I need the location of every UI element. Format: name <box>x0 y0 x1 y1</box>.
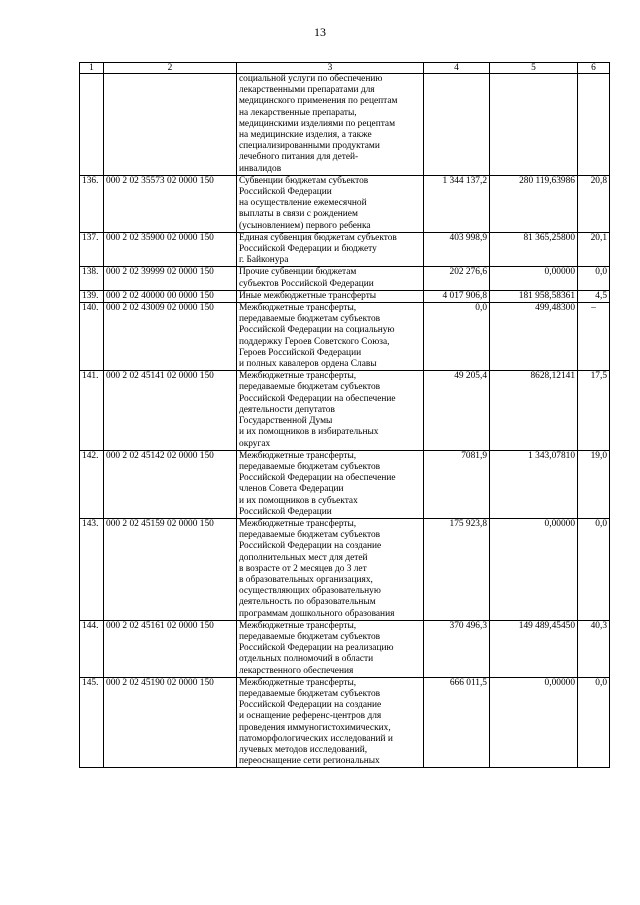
budget-code: 000 2 02 35573 02 0000 150 <box>104 175 237 232</box>
execution-percent <box>578 74 610 176</box>
revenue-name-line: проведения иммуногистохимических, <box>239 722 391 733</box>
revenue-name <box>237 290 424 302</box>
execution-percent: 0,0 <box>578 677 610 768</box>
budget-code: 000 2 02 45190 02 0000 150 <box>104 677 237 768</box>
revenue-name-line: медицинского применения по рецептам <box>239 96 398 107</box>
revenue-name <box>237 232 424 267</box>
execution-percent: 0,0 <box>578 518 610 620</box>
approved-amount: 370 496,3 <box>424 620 490 677</box>
approved-amount: 202 276,6 <box>424 267 490 290</box>
revenue-name-line: инвалидов <box>239 163 282 174</box>
column-header: 1 <box>80 63 104 74</box>
revenue-name <box>237 74 424 176</box>
revenue-name-line: деятельность по образовательным <box>239 597 376 608</box>
revenue-name-line: и оснащение референс-центров для <box>239 711 382 722</box>
table-row <box>80 620 610 677</box>
row-number: 143. <box>80 518 104 620</box>
revenue-name-line: лучевых методов исследований, <box>239 744 368 755</box>
approved-amount: 49 205,4 <box>424 371 490 450</box>
table-row <box>80 290 610 302</box>
budget-code: 000 2 02 45142 02 0000 150 <box>104 450 237 518</box>
revenue-name-line: г. Байконура <box>239 255 289 266</box>
execution-percent: 40,3 <box>578 620 610 677</box>
revenue-name-line: Иные межбюджетные трансферты <box>239 290 377 301</box>
row-number <box>80 74 104 176</box>
executed-amount: 0,00000 <box>490 677 578 768</box>
revenue-name-line: Российской Федерации <box>239 187 332 198</box>
revenue-name <box>237 371 424 450</box>
approved-amount <box>424 74 490 176</box>
revenue-name-line: Российской Федерации <box>239 506 332 517</box>
execution-percent: – <box>578 303 610 371</box>
revenue-name-line: Межбюджетные трансферты, <box>239 371 357 382</box>
execution-percent: 4,5 <box>578 290 610 302</box>
revenue-name-line: передаваемые бюджетам субъектов <box>239 631 381 642</box>
row-number: 144. <box>80 620 104 677</box>
budget-code: 000 2 02 45141 02 0000 150 <box>104 371 237 450</box>
revenue-name-line: специализированными продуктами <box>239 141 380 152</box>
executed-amount: 499,48300 <box>490 303 578 371</box>
table-row <box>80 371 610 450</box>
table-row <box>80 74 610 176</box>
revenue-name-line: выплаты в связи с рождением <box>239 209 358 220</box>
revenue-name-line: передаваемые бюджетам субъектов <box>239 530 381 541</box>
revenue-name <box>237 450 424 518</box>
executed-amount: 1 343,07810 <box>490 450 578 518</box>
table-row <box>80 518 610 620</box>
execution-percent: 0,0 <box>578 267 610 290</box>
budget-code: 000 2 02 39999 02 0000 150 <box>104 267 237 290</box>
table-row <box>80 267 610 290</box>
revenue-name-line: социальной услуги по обеспечению <box>239 74 383 84</box>
revenue-name-line: Межбюджетные трансферты, <box>239 518 357 529</box>
revenue-name <box>237 620 424 677</box>
row-number: 139. <box>80 290 104 302</box>
revenue-name-line: Российской Федерации и бюджету <box>239 244 377 255</box>
revenue-name-line: передаваемые бюджетам субъектов <box>239 382 381 393</box>
budget-code: 000 2 02 35900 02 0000 150 <box>104 232 237 267</box>
revenue-name <box>237 518 424 620</box>
execution-percent: 20,1 <box>578 232 610 267</box>
column-header: 6 <box>578 63 610 74</box>
revenue-name-line: Российской Федерации на реализацию <box>239 643 394 654</box>
budget-code: 000 2 02 45161 02 0000 150 <box>104 620 237 677</box>
executed-amount: 149 489,45450 <box>490 620 578 677</box>
revenue-name <box>237 303 424 371</box>
column-header: 3 <box>237 63 424 74</box>
table-body <box>80 74 610 768</box>
execution-percent: 17,5 <box>578 371 610 450</box>
revenue-name-line: Единая субвенция бюджетам субъектов <box>239 232 397 243</box>
revenue-name-line: передаваемые бюджетам субъектов <box>239 461 381 472</box>
revenue-name-line: Межбюджетные трансферты, <box>239 450 357 461</box>
revenue-name-line: Российской Федерации на социальную <box>239 325 395 336</box>
column-header: 5 <box>490 63 578 74</box>
revenue-name-line: (усыновлением) первого ребенка <box>239 220 371 231</box>
revenue-name-line: на осуществление ежемесячной <box>239 198 367 209</box>
revenue-name-line: Российской Федерации на создание <box>239 541 382 552</box>
revenue-name-line: Государственной Думы <box>239 416 333 427</box>
budget-code <box>104 74 237 176</box>
revenue-name-line: в возрасте от 2 месяцев до 3 лет <box>239 563 367 574</box>
table-row <box>80 450 610 518</box>
revenue-name-line: на медицинские изделия, а также <box>239 130 372 141</box>
row-number: 141. <box>80 371 104 450</box>
row-number: 136. <box>80 175 104 232</box>
executed-amount: 0,00000 <box>490 267 578 290</box>
table-row <box>80 232 610 267</box>
revenue-name-line: Российской Федерации на обеспечение <box>239 473 396 484</box>
table-row <box>80 677 610 768</box>
revenue-name-line: Субвенции бюджетам субъектов <box>239 175 369 186</box>
approved-amount: 7081,9 <box>424 450 490 518</box>
revenue-name-line: и их помощников в субъектах <box>239 495 358 506</box>
executed-amount <box>490 74 578 176</box>
revenue-name-line: медицинскими изделиями по рецептам <box>239 118 396 129</box>
approved-amount: 666 011,5 <box>424 677 490 768</box>
revenue-name-line: Героев Российской Федерации <box>239 347 362 358</box>
revenue-name-line: Российской Федерации на создание <box>239 700 382 711</box>
revenue-name-line: и их помощников в избирательных <box>239 427 379 438</box>
revenue-name-line: Межбюджетные трансферты, <box>239 303 357 314</box>
revenue-name-line: субъектов Российской Федерации <box>239 278 374 289</box>
revenue-name-line: в образовательных организациях, <box>239 574 373 585</box>
approved-amount: 4 017 906,8 <box>424 290 490 302</box>
column-header: 4 <box>424 63 490 74</box>
revenue-name-line: Прочие субвенции бюджетам <box>239 267 357 278</box>
executed-amount: 81 365,25800 <box>490 232 578 267</box>
revenue-name-line: лекарственного обеспечения <box>239 665 354 676</box>
execution-percent: 19,0 <box>578 450 610 518</box>
executed-amount: 0,00000 <box>490 518 578 620</box>
table-row <box>80 175 610 232</box>
revenue-name-line: Российской Федерации на обеспечение <box>239 393 396 404</box>
revenue-name-line: переоснащение сети региональных <box>239 756 380 767</box>
approved-amount: 1 344 137,2 <box>424 175 490 232</box>
executed-amount: 8628,12141 <box>490 371 578 450</box>
approved-amount: 0,0 <box>424 303 490 371</box>
revenue-name-line: патоморфологических исследований и <box>239 733 393 744</box>
revenue-name <box>237 677 424 768</box>
execution-percent: 20,8 <box>578 175 610 232</box>
revenue-name-line: Межбюджетные трансферты, <box>239 677 357 688</box>
executed-amount: 280 119,63986 <box>490 175 578 232</box>
revenue-name-line: дополнительных мест для детей <box>239 552 368 563</box>
executed-amount: 181 958,58361 <box>490 290 578 302</box>
row-number: 145. <box>80 677 104 768</box>
row-number: 140. <box>80 303 104 371</box>
revenue-name-line: передаваемые бюджетам субъектов <box>239 688 381 699</box>
revenue-name <box>237 175 424 232</box>
budget-code: 000 2 02 43009 02 0000 150 <box>104 303 237 371</box>
column-header: 2 <box>104 63 237 74</box>
revenue-name-line: округах <box>239 438 271 449</box>
budget-code: 000 2 02 40000 00 0000 150 <box>104 290 237 302</box>
revenue-name <box>237 267 424 290</box>
revenue-name-line: отдельных полномочий в области <box>239 654 374 665</box>
budget-code: 000 2 02 45159 02 0000 150 <box>104 518 237 620</box>
table-header-row <box>80 63 610 74</box>
revenue-name-line: и полных кавалеров ордена Славы <box>239 359 377 370</box>
row-number: 142. <box>80 450 104 518</box>
revenue-name-line: членов Совета Федерации <box>239 484 344 495</box>
row-number: 138. <box>80 267 104 290</box>
revenue-name-line: поддержку Героев Советского Союза, <box>239 336 390 347</box>
row-number: 137. <box>80 232 104 267</box>
revenue-name-line: на лекарственные препараты, <box>239 107 357 118</box>
revenue-name-line: лечебного питания для детей- <box>239 152 359 163</box>
revenue-name-line: осуществляющих образовательную <box>239 586 381 597</box>
budget-table <box>79 62 610 768</box>
approved-amount: 403 998,9 <box>424 232 490 267</box>
revenue-name-line: передаваемые бюджетам субъектов <box>239 314 381 325</box>
revenue-name-line: Межбюджетные трансферты, <box>239 620 357 631</box>
revenue-name-line: программам дошкольного образования <box>239 608 395 619</box>
revenue-name-line: деятельности депутатов <box>239 404 335 415</box>
approved-amount: 175 923,8 <box>424 518 490 620</box>
page-number: 13 <box>314 25 326 39</box>
revenue-name-line: лекарственными препаратами для <box>239 85 375 96</box>
table-row <box>80 303 610 371</box>
